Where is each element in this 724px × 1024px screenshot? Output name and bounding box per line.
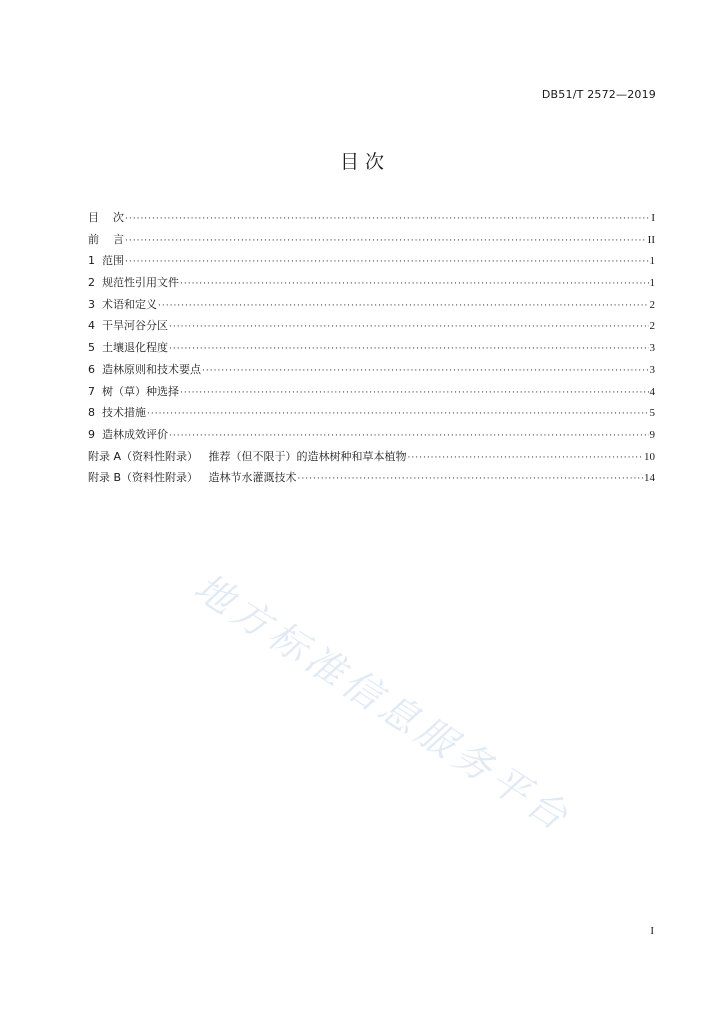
- toc-entry-page: 2: [649, 298, 655, 311]
- toc-leader-dots: [180, 383, 649, 405]
- toc-entry-label: 9 造林成效评价: [88, 427, 168, 441]
- toc-leader-dots: [169, 317, 649, 339]
- page-number: I: [650, 925, 654, 937]
- toc-entry[interactable]: [88, 250, 655, 272]
- toc-entry-label: 附录 B（资料性附录） 造林节水灌溉技术: [88, 471, 297, 485]
- toc-entry-label: 目 次: [88, 211, 124, 224]
- toc-leader-dots: [169, 426, 649, 448]
- toc-leader-dots: [180, 274, 649, 296]
- toc-entry[interactable]: [88, 424, 655, 446]
- page-title: 目 次: [339, 151, 385, 173]
- toc-entry-page: 1: [649, 277, 655, 290]
- toc-entry[interactable]: [88, 446, 655, 468]
- toc-entry-label: 7 树（草）种选择: [88, 384, 179, 398]
- toc-entry-page: 5: [649, 407, 655, 420]
- toc-entry-page: II: [647, 233, 655, 246]
- toc-leader-dots: [125, 231, 647, 253]
- toc-entry-label: 4 干旱河谷分区: [88, 319, 168, 333]
- toc-entry-page: 3: [649, 363, 655, 376]
- toc-entry-page: 9: [649, 428, 655, 441]
- watermark: 地方标准信息服务平台: [186, 564, 580, 842]
- toc-entry-label: 附录 A（资料性附录） 推荐（但不限于）的造林树种和草本植物: [88, 449, 407, 463]
- toc-leader-dots: [125, 252, 649, 274]
- toc-entry-label: 5 土壤退化程度: [88, 341, 168, 355]
- toc-entry-label: 8 技术措施: [88, 406, 146, 420]
- toc-entry-page: 14: [644, 472, 655, 485]
- toc-entry[interactable]: [88, 359, 655, 381]
- toc-leader-dots: [147, 404, 649, 426]
- toc-leader-dots: [408, 448, 643, 470]
- toc-entry[interactable]: [88, 381, 655, 403]
- toc-entry-page: 10: [644, 450, 655, 463]
- toc-entry[interactable]: [88, 337, 655, 359]
- toc-entry-page: 4: [649, 385, 655, 398]
- toc-entry-label: 1 范围: [88, 254, 124, 268]
- table-of-contents: [88, 207, 655, 489]
- toc-entry-label: 3 术语和定义: [88, 297, 157, 311]
- toc-entry[interactable]: [88, 294, 655, 316]
- toc-leader-dots: [125, 209, 650, 231]
- toc-leader-dots: [202, 361, 649, 383]
- toc-entry[interactable]: [88, 207, 655, 229]
- toc-entry[interactable]: [88, 272, 655, 294]
- toc-entry-page: 1: [649, 255, 655, 268]
- toc-entry[interactable]: [88, 315, 655, 337]
- toc-entry-page: 2: [649, 320, 655, 333]
- toc-entry-page: I: [651, 212, 655, 224]
- toc-entry[interactable]: [88, 467, 655, 489]
- toc-entry-page: 3: [649, 342, 655, 355]
- toc-entry[interactable]: [88, 402, 655, 424]
- toc-entry[interactable]: [88, 229, 655, 251]
- toc-leader-dots: [158, 296, 649, 318]
- toc-entry-label: 6 造林原则和技术要点: [88, 362, 201, 376]
- standard-code: DB51/T 2572—2019: [541, 88, 656, 101]
- toc-entry-label: 2 规范性引用文件: [88, 276, 179, 290]
- toc-leader-dots: [169, 339, 649, 361]
- toc-entry-label: 前 言: [88, 232, 124, 246]
- toc-leader-dots: [298, 469, 643, 491]
